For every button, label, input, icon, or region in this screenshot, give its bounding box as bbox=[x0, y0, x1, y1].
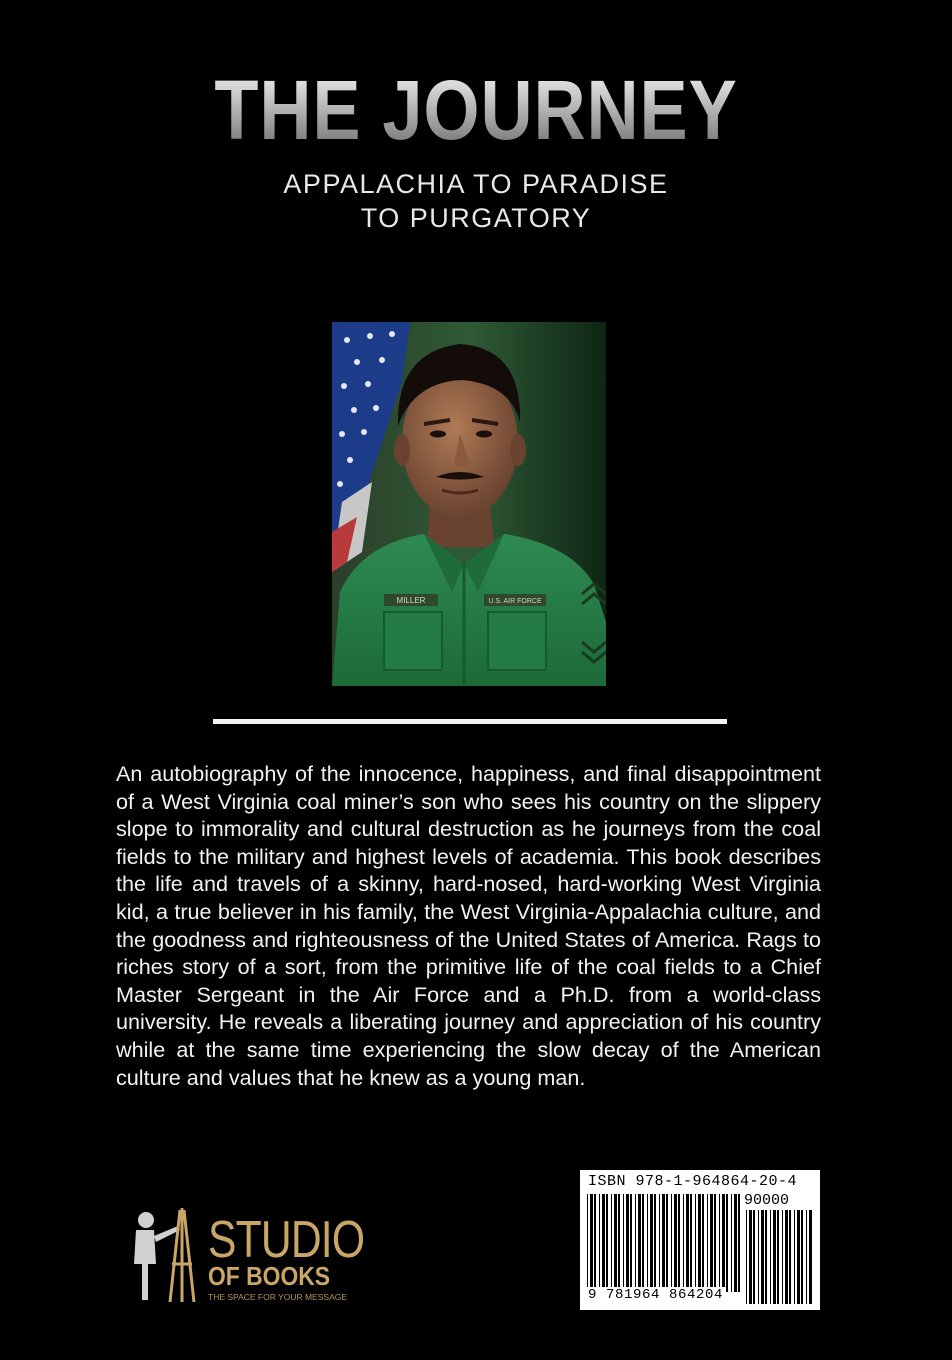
barcode-bar bbox=[594, 1194, 596, 1292]
barcode-bar bbox=[746, 1210, 747, 1304]
barcode-bar bbox=[638, 1194, 641, 1292]
barcode-bar bbox=[662, 1194, 665, 1292]
barcode-bar bbox=[777, 1210, 779, 1304]
barcode-bar bbox=[794, 1210, 795, 1304]
ean-digits: 9 781964 864204 bbox=[588, 1287, 724, 1303]
barcode-bar bbox=[738, 1194, 740, 1292]
barcode-bar bbox=[599, 1194, 600, 1292]
barcode-bar bbox=[753, 1210, 755, 1304]
barcode-bar bbox=[761, 1210, 764, 1304]
barcode-bar bbox=[666, 1194, 668, 1292]
barcode-bar bbox=[801, 1210, 803, 1304]
ean-bars bbox=[585, 1194, 741, 1292]
barcode-bar bbox=[623, 1194, 624, 1292]
subtitle-line-1: APPALACHIA TO PARADISE bbox=[283, 169, 669, 199]
barcode-bar bbox=[590, 1194, 593, 1292]
barcode-bar bbox=[719, 1194, 720, 1292]
barcode-bar bbox=[695, 1194, 696, 1292]
barcode-bar bbox=[602, 1194, 605, 1292]
barcode-bar bbox=[707, 1194, 708, 1292]
barcode-bar bbox=[770, 1210, 771, 1304]
barcode-bar bbox=[714, 1194, 716, 1292]
author-portrait bbox=[332, 322, 606, 686]
barcode-bar bbox=[587, 1194, 588, 1292]
barcode-bar bbox=[809, 1210, 812, 1304]
barcode-bar bbox=[678, 1194, 680, 1292]
isbn-label: ISBN 978-1-964864-20-4 bbox=[588, 1173, 798, 1190]
barcode-bar bbox=[806, 1210, 807, 1304]
divider-rule bbox=[213, 719, 727, 724]
barcode-bar bbox=[614, 1194, 617, 1292]
photo-nametape: MILLER bbox=[396, 596, 426, 605]
publisher-name-books: OF BOOKS bbox=[208, 1261, 331, 1291]
price-code: 90000 bbox=[744, 1192, 790, 1209]
barcode-bar bbox=[654, 1194, 656, 1292]
barcode-bar bbox=[611, 1194, 612, 1292]
barcode-bar bbox=[647, 1194, 648, 1292]
barcode-bar bbox=[789, 1210, 791, 1304]
barcode-bar bbox=[765, 1210, 767, 1304]
barcode-bar bbox=[671, 1194, 672, 1292]
barcode-bar bbox=[749, 1210, 752, 1304]
barcode-bar bbox=[635, 1194, 636, 1292]
painter-easel-icon bbox=[128, 1204, 208, 1308]
barcode-bar bbox=[710, 1194, 713, 1292]
barcode-bar bbox=[722, 1194, 725, 1292]
barcode-bar bbox=[702, 1194, 704, 1292]
book-description: An autobiography of the innocence, happiness, and final disappointment of a West Virginia coal miner’s son who sees his country on the slippery slope to immorality and cultural destruction as he journeys from the coal fields to the military and highest levels of academia. This book describes the life and travels of a skinny, hard-nosed, hard-working West Virginia kid, a true believer in his family, the West Virginia-Appalachia culture, and the goodness and righteousness of the United States of America. Rags to riches story of a sort, from the primitive life of the coal fields to a Chief Master Sergeant in the Air Force and a Ph.D. from a world-class university. He reveals a liberating journey and appreciation of his country while at the same time experiencing the slow decay of the American culture and values that he knew as a young man. bbox=[116, 761, 821, 1090]
isbn-barcode bbox=[580, 1170, 820, 1310]
barcode-bar bbox=[690, 1194, 692, 1292]
barcode-bar bbox=[731, 1194, 732, 1292]
barcode-bar bbox=[618, 1194, 620, 1292]
barcode-bar bbox=[683, 1194, 684, 1292]
subtitle-line-2: TO PURGATORY bbox=[360, 203, 592, 233]
barcode-bar bbox=[650, 1194, 653, 1292]
barcode-bar bbox=[726, 1194, 728, 1292]
barcode-bar bbox=[642, 1194, 644, 1292]
barcode-bar bbox=[734, 1194, 737, 1292]
barcode-bar bbox=[782, 1210, 783, 1304]
addon-bars bbox=[744, 1210, 814, 1304]
barcode-bar bbox=[773, 1210, 776, 1304]
publisher-name-studio: STUDIO bbox=[208, 1211, 365, 1269]
barcode-bar bbox=[785, 1210, 788, 1304]
publisher-logo bbox=[128, 1200, 378, 1310]
barcode-bar bbox=[758, 1210, 759, 1304]
barcode-bar bbox=[686, 1194, 689, 1292]
barcode-bar bbox=[698, 1194, 701, 1292]
barcode-bar bbox=[626, 1194, 629, 1292]
barcode-bar bbox=[674, 1194, 677, 1292]
book-title: THE JOURNEY bbox=[67, 68, 886, 152]
barcode-bar bbox=[659, 1194, 660, 1292]
publisher-tagline: THE SPACE FOR YOUR MESSAGE bbox=[208, 1292, 348, 1302]
barcode-bar bbox=[630, 1194, 632, 1292]
photo-service-tape: U.S. AIR FORCE bbox=[488, 598, 542, 605]
barcode-bar bbox=[797, 1210, 800, 1304]
barcode-bar bbox=[606, 1194, 608, 1292]
